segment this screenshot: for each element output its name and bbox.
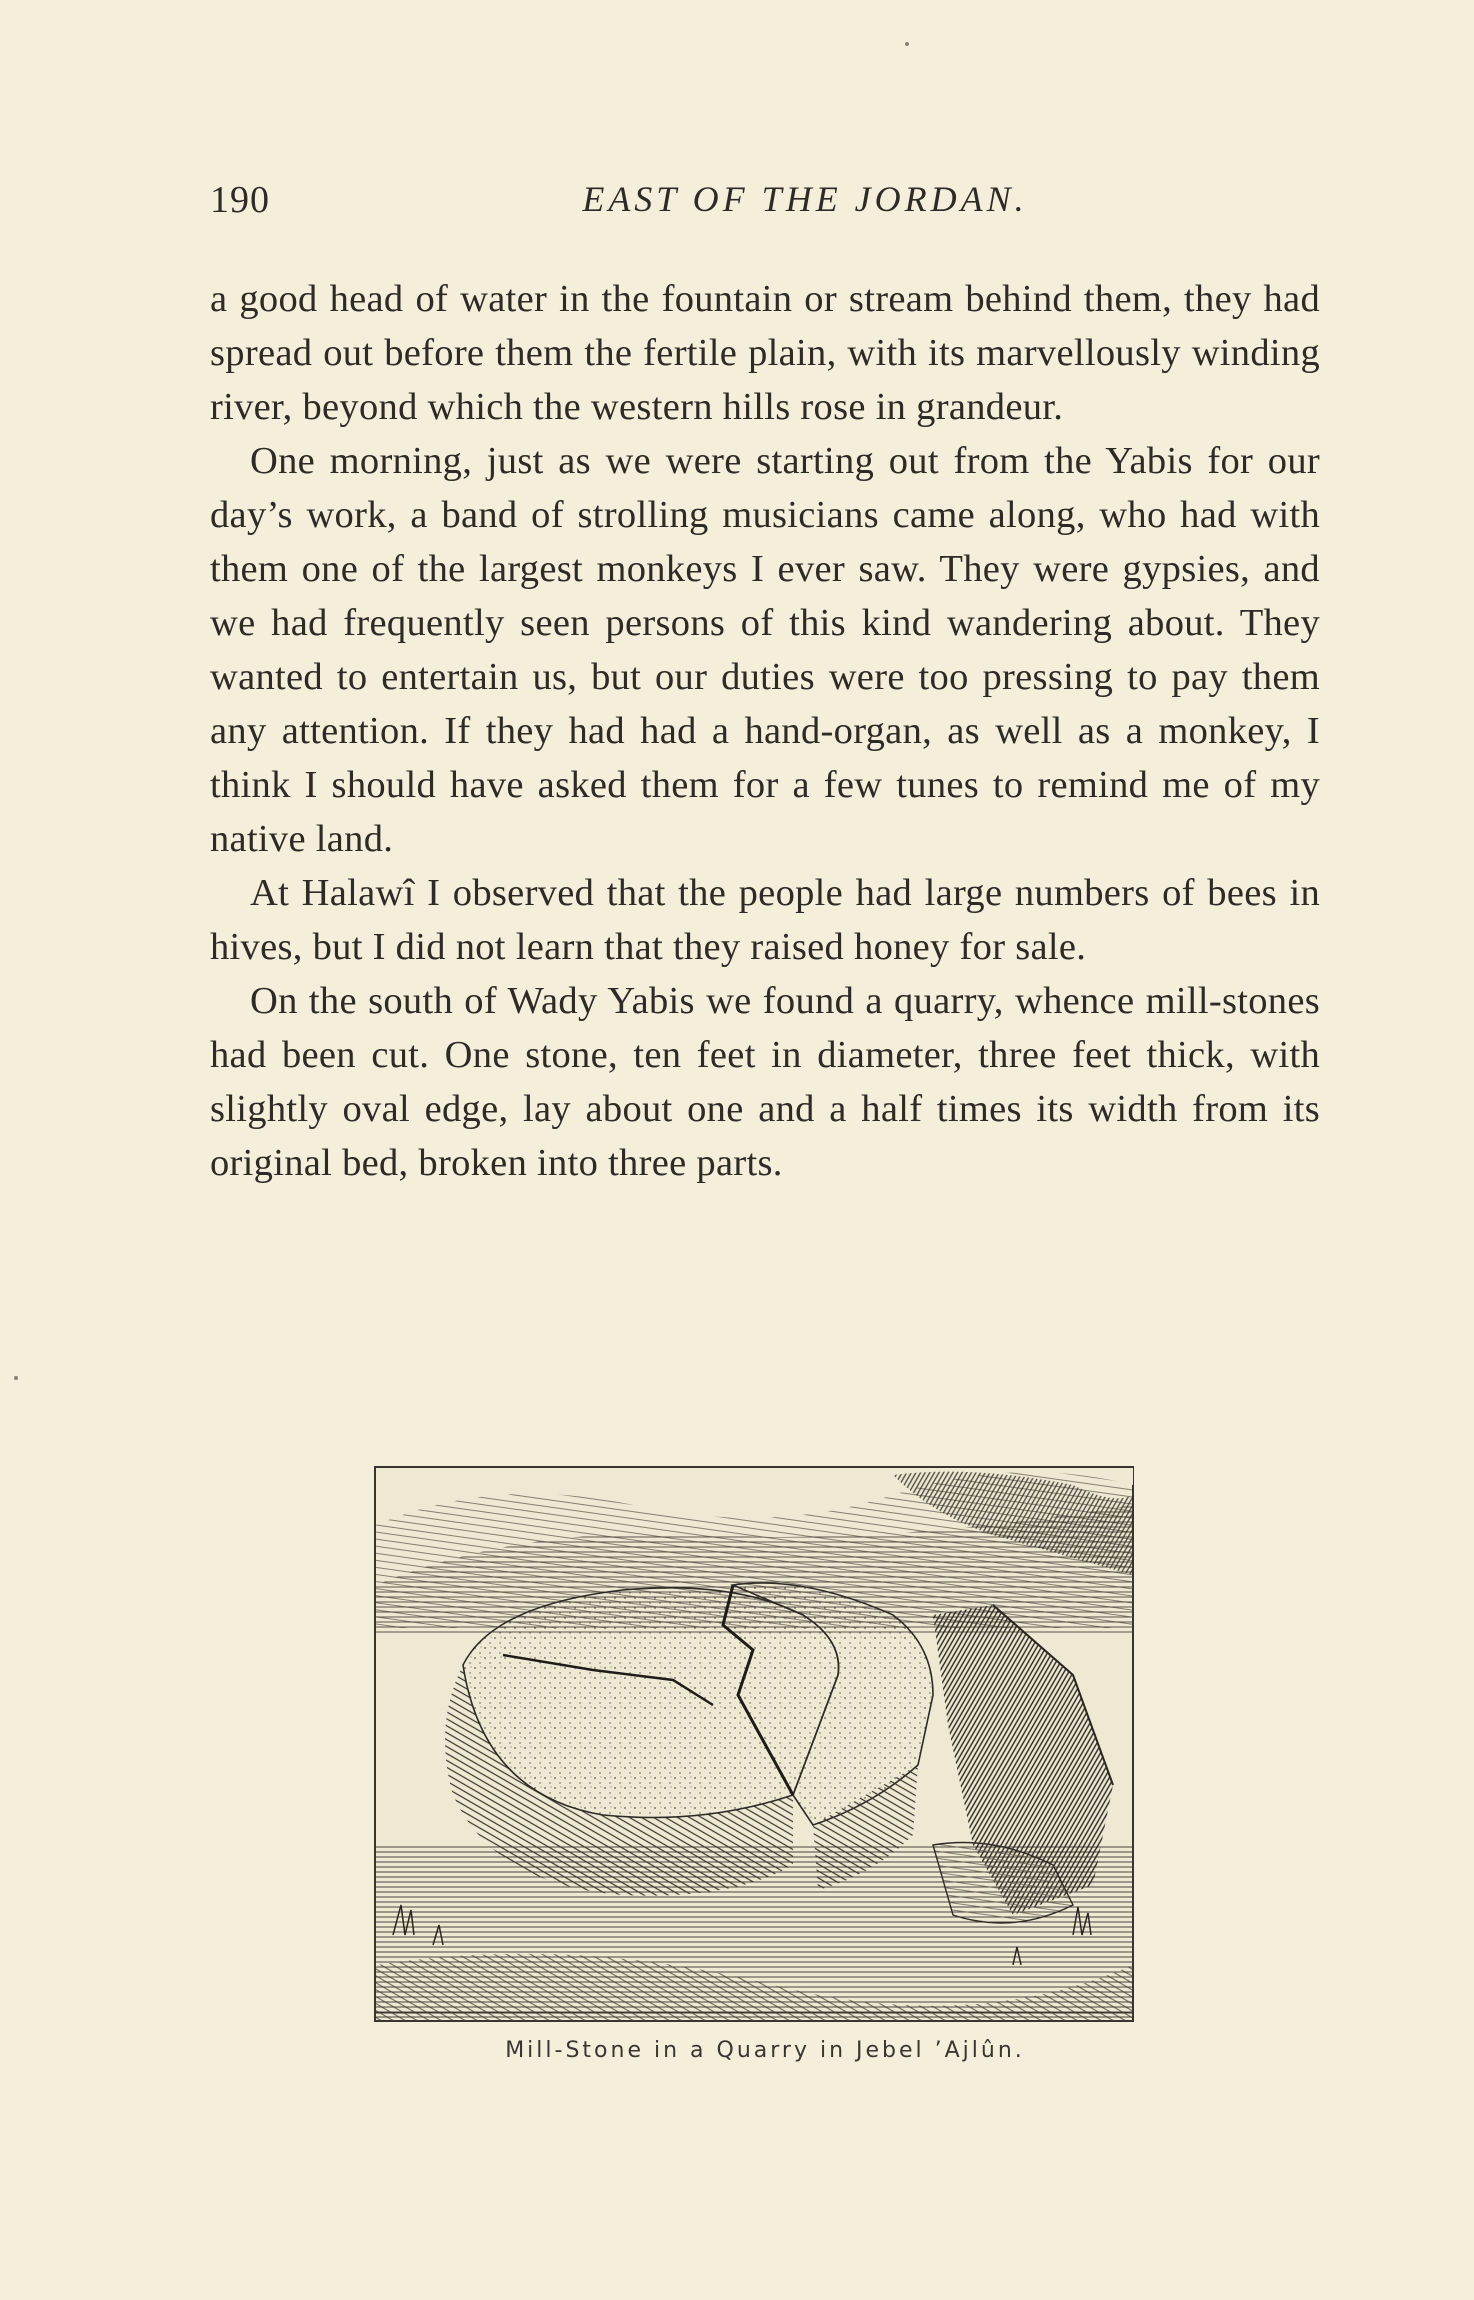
- body-text: [210, 272, 1320, 1190]
- page-number: 190: [210, 179, 270, 221]
- running-title: EAST OF THE JORDAN.: [582, 179, 1028, 219]
- figure-caption: Mill-Stone in a Quarry in Jebel ’Ajlûn.: [505, 2038, 1025, 2063]
- paragraph-1: a good head of water in the fountain or stream behind them, they had spread out before them the fertile plain, with its marvellously winding river, beyond which the western hills rose in grandeur.: [210, 278, 1320, 428]
- paragraph-4: On the south of Wady Yabis we found a quarry, whence mill-stones had been cut. One stone, ten feet in diameter, three feet thick, with slightly oval edge, lay about one and a half times its width from its original bed, broken into three parts.: [210, 980, 1320, 1184]
- paragraph-3: At Halawî I observed that the people had large numbers of bees in hives, but I did not learn that they raised honey for sale.: [210, 872, 1320, 968]
- paper-speck: [905, 42, 909, 46]
- paragraph-2: One morning, just as we were starting out from the Yabis for our day’s work, a band of strolling musicians came along, who had with them one of the largest monkeys I ever saw. They were gypsies, and we had frequently seen persons of this kind wandering about. They wanted to entertain us, but our duties were too pressing to pay them any attention. If they had had a hand-organ, as well as a monkey, I think I should have asked them for a few tunes to remind me of my native land.: [210, 440, 1320, 860]
- page-header: [210, 178, 1320, 238]
- paper-speck: [14, 1376, 18, 1380]
- millstone-engraving: [373, 1465, 1135, 2023]
